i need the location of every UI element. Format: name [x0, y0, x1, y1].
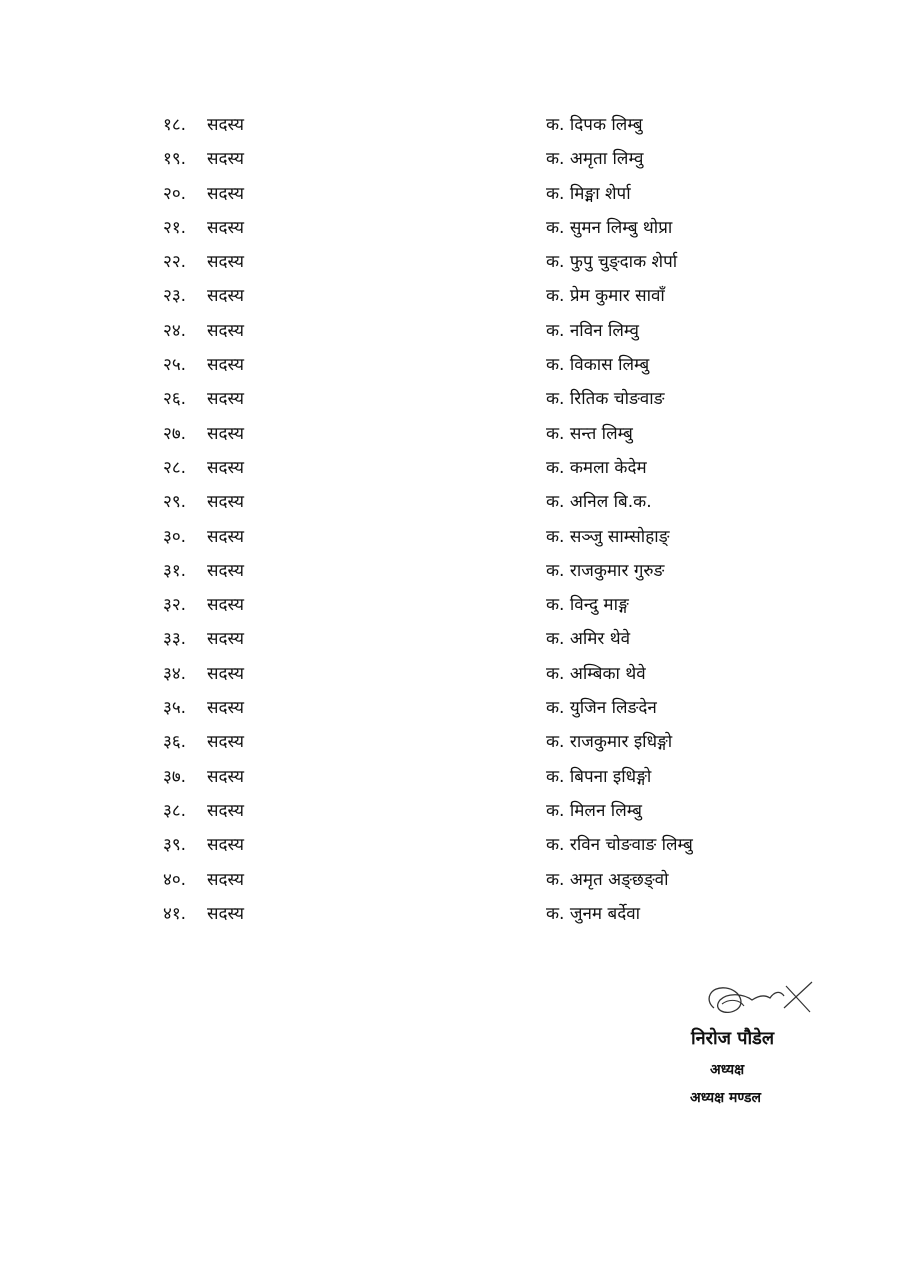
- member-role: सदस्य: [207, 526, 244, 547]
- member-row: [0, 588, 905, 622]
- member-role: सदस्य: [207, 800, 244, 821]
- member-name: क. अमृत अङ्छङ्वो: [546, 869, 669, 890]
- member-row: [0, 520, 905, 554]
- member-role: सदस्य: [207, 457, 244, 478]
- member-row: [0, 554, 905, 588]
- member-role: सदस्य: [207, 320, 244, 341]
- member-role: सदस्य: [207, 869, 244, 890]
- member-row: [0, 622, 905, 656]
- member-role: सदस्य: [207, 183, 244, 204]
- member-number: ३९.: [163, 835, 187, 856]
- handwritten-signature: [700, 978, 818, 1022]
- member-number: ४१.: [163, 903, 187, 924]
- member-name: क. कमला केदेम: [546, 457, 647, 478]
- member-number: ३३.: [163, 629, 187, 650]
- member-number: ३१.: [163, 560, 187, 581]
- member-row: [0, 863, 905, 897]
- member-role: सदस्य: [207, 732, 244, 753]
- member-number: २३.: [163, 286, 187, 307]
- member-role: सदस्य: [207, 766, 244, 787]
- member-number: २०.: [163, 183, 187, 204]
- member-name: क. रविन चोङवाङ लिम्बु: [546, 835, 693, 856]
- member-role: सदस्य: [207, 560, 244, 581]
- member-list: [0, 108, 905, 931]
- member-name: क. सुमन लिम्बु थोप्रा: [546, 217, 673, 238]
- member-number: १९.: [163, 149, 187, 170]
- signatory-body: अध्यक्ष मण्डल: [690, 1090, 761, 1106]
- member-number: ३५.: [163, 698, 187, 719]
- member-row: [0, 177, 905, 211]
- member-role: सदस्य: [207, 217, 244, 238]
- member-role: सदस्य: [207, 595, 244, 616]
- member-number: ३२.: [163, 595, 187, 616]
- member-name: क. सञ्जु साम्सोहाङ्: [546, 526, 670, 547]
- member-name: क. राजकुमार इधिङ्गो: [546, 732, 673, 753]
- member-name: क. विन्दु माङ्ग: [546, 595, 629, 616]
- member-role: सदस्य: [207, 355, 244, 376]
- member-name: क. अम्बिका थेवे: [546, 663, 646, 684]
- member-row: [0, 314, 905, 348]
- member-name: क. मिलन लिम्बु: [546, 800, 642, 821]
- member-name: क. बिपना इधिङ्गो: [546, 766, 652, 787]
- member-role: सदस्य: [207, 903, 244, 924]
- member-row: [0, 142, 905, 176]
- signatory-name: निरोज पौडेल: [691, 1028, 775, 1049]
- member-name: क. मिङ्मा शेर्पा: [546, 183, 631, 204]
- member-number: १८.: [163, 115, 187, 135]
- member-row: [0, 828, 905, 862]
- member-number: ३०.: [163, 526, 187, 547]
- signatory-title: अध्यक्ष: [710, 1062, 745, 1078]
- member-number: ४०.: [163, 869, 187, 890]
- member-row: [0, 417, 905, 451]
- member-row: [0, 725, 905, 759]
- member-role: सदस्य: [207, 492, 244, 513]
- member-row: [0, 451, 905, 485]
- member-name: क. अमृता लिम्वु: [546, 149, 644, 170]
- member-role: सदस्य: [207, 629, 244, 650]
- member-name: क. अमिर थेवे: [546, 629, 631, 650]
- member-row: [0, 897, 905, 931]
- member-row: [0, 348, 905, 382]
- member-row: [0, 279, 905, 313]
- member-role: सदस्य: [207, 286, 244, 307]
- member-number: २८.: [163, 457, 187, 478]
- member-name: क. नविन लिम्वु: [546, 320, 639, 341]
- member-row: [0, 485, 905, 519]
- member-number: ३४.: [163, 663, 187, 684]
- member-role: सदस्य: [207, 663, 244, 684]
- member-row: [0, 108, 905, 142]
- member-row: [0, 382, 905, 416]
- member-row: [0, 691, 905, 725]
- member-row: [0, 794, 905, 828]
- member-role: सदस्य: [207, 149, 244, 170]
- member-number: ३८.: [163, 800, 187, 821]
- member-row: [0, 760, 905, 794]
- member-number: २४.: [163, 320, 187, 341]
- member-role: सदस्य: [207, 423, 244, 444]
- member-name: क. जुनम बर्देवा: [546, 903, 641, 924]
- member-name: क. अनिल बि.क.: [546, 492, 652, 513]
- member-number: २६.: [163, 389, 187, 410]
- member-name: क. फुपु चुङ्दाक शेर्पा: [546, 252, 678, 273]
- member-number: ३७.: [163, 766, 187, 787]
- member-number: २५.: [163, 355, 187, 376]
- member-name: क. युजिन लिङदेन: [546, 698, 657, 719]
- member-role: सदस्य: [207, 835, 244, 856]
- member-number: २७.: [163, 423, 187, 444]
- member-row: [0, 657, 905, 691]
- member-row: [0, 245, 905, 279]
- member-row: [0, 211, 905, 245]
- member-name: क. दिपक लिम्बु: [546, 115, 643, 135]
- member-name: क. विकास लिम्बु: [546, 355, 650, 376]
- member-number: २१.: [163, 217, 187, 238]
- member-number: २९.: [163, 492, 187, 513]
- member-name: क. सन्त लिम्बु: [546, 423, 633, 444]
- member-role: सदस्य: [207, 115, 244, 135]
- member-number: २२.: [163, 252, 187, 273]
- member-number: ३६.: [163, 732, 187, 753]
- member-role: सदस्य: [207, 698, 244, 719]
- member-role: सदस्य: [207, 252, 244, 273]
- member-name: क. प्रेम कुमार सावाँ: [546, 286, 665, 307]
- member-name: क. राजकुमार गुरुङ: [546, 560, 665, 581]
- member-role: सदस्य: [207, 389, 244, 410]
- member-name: क. रितिक चोङवाङ: [546, 389, 665, 410]
